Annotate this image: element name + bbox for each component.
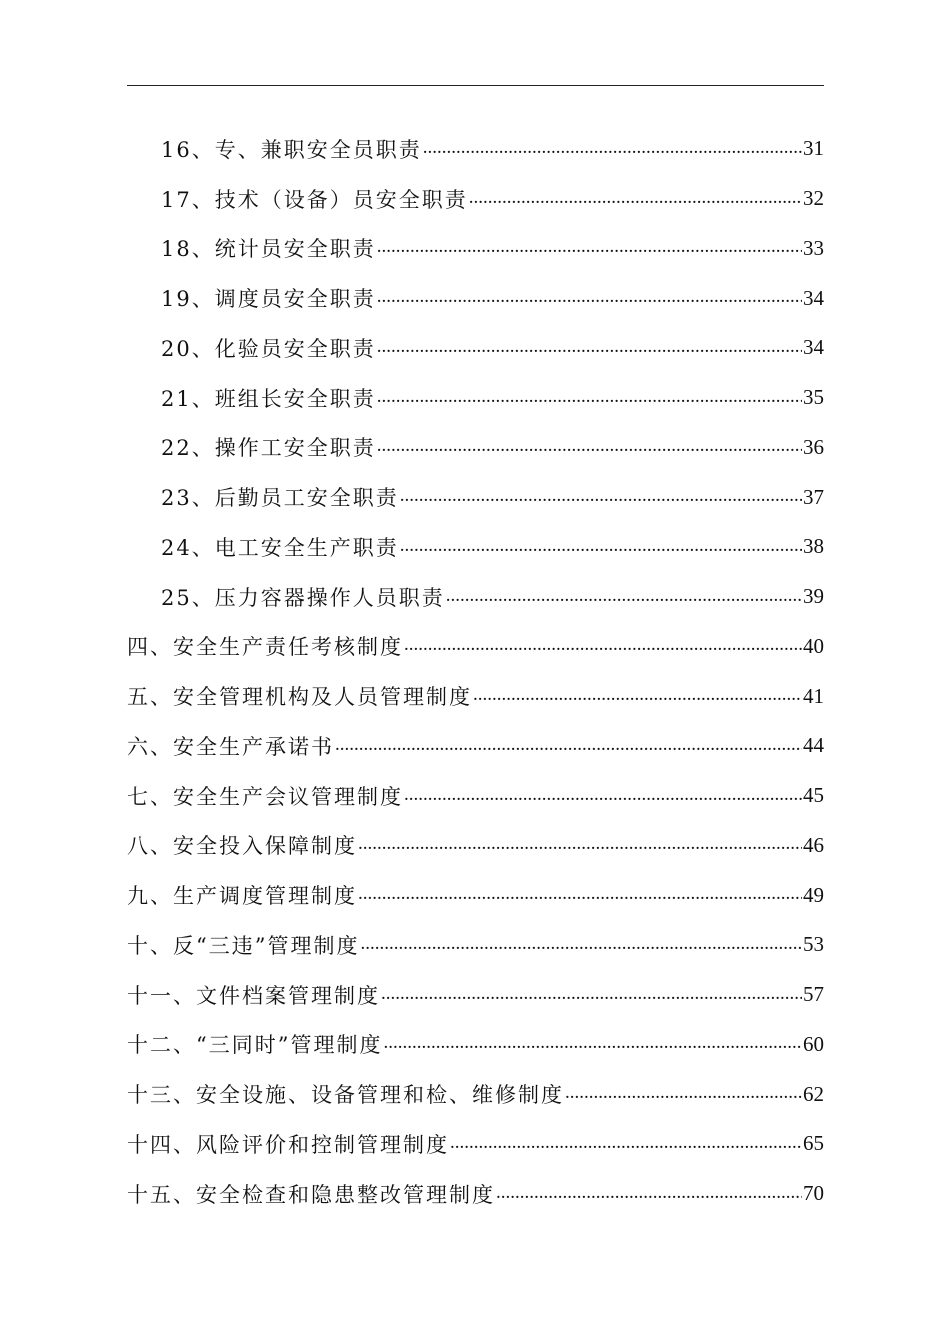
toc-dot-leader [358, 883, 802, 907]
toc-dot-leader [404, 634, 802, 658]
toc-entry[interactable] [127, 771, 824, 821]
toc-entry-title: 十三、安全设施、设备管理和检、维修制度 [127, 1083, 564, 1108]
toc-entry-page-number: 45 [803, 783, 824, 808]
toc-entry-title: 十、反“三违”管理制度 [127, 933, 360, 958]
toc-entry-page-number: 38 [803, 534, 824, 559]
toc-entry-page-number: 40 [803, 633, 824, 658]
toc-entry-page-number: 65 [803, 1131, 824, 1156]
toc-entry-page-number: 36 [803, 434, 824, 459]
toc-entry[interactable] [127, 522, 824, 572]
toc-entry-title: 十一、文件档案管理制度 [127, 983, 380, 1008]
table-of-contents [127, 124, 824, 1219]
toc-dot-leader [358, 833, 802, 857]
toc-entry-page-number: 60 [803, 1031, 824, 1056]
toc-dot-leader [377, 236, 802, 260]
toc-entry-title: 18、统计员安全职责 [161, 237, 376, 262]
toc-entry-title: 23、后勤员工安全职责 [161, 486, 399, 511]
toc-dot-leader [377, 286, 802, 310]
toc-entry[interactable] [127, 323, 824, 373]
toc-entry[interactable] [127, 821, 824, 871]
toc-entry-title: 九、生产调度管理制度 [127, 884, 357, 909]
toc-dot-leader [450, 1132, 802, 1156]
toc-dot-leader [565, 1082, 802, 1106]
header-rule [127, 85, 824, 86]
toc-entry-title: 17、技术（设备）员安全职责 [161, 187, 468, 212]
toc-dot-leader [446, 585, 802, 609]
toc-entry[interactable] [127, 671, 824, 721]
toc-entry[interactable] [127, 1169, 824, 1219]
toc-entry-page-number: 70 [803, 1181, 824, 1206]
toc-entry-page-number: 31 [803, 136, 824, 161]
toc-entry-page-number: 34 [803, 285, 824, 310]
toc-dot-leader [377, 336, 802, 360]
toc-dot-leader [381, 983, 802, 1007]
toc-dot-leader [423, 137, 802, 161]
toc-entry[interactable] [127, 373, 824, 423]
toc-entry-page-number: 35 [803, 385, 824, 410]
toc-entry-page-number: 37 [803, 484, 824, 509]
toc-entry-title: 十四、风险评价和控制管理制度 [127, 1132, 449, 1157]
toc-dot-leader [469, 187, 802, 211]
toc-entry[interactable] [127, 920, 824, 970]
toc-entry[interactable] [127, 423, 824, 473]
toc-entry-title: 五、安全管理机构及人员管理制度 [127, 685, 472, 710]
toc-entry-title: 四、安全生产责任考核制度 [127, 635, 403, 660]
toc-entry[interactable] [127, 622, 824, 672]
toc-entry-title: 24、电工安全生产职责 [161, 535, 399, 560]
toc-entry-page-number: 41 [803, 683, 824, 708]
toc-entry-page-number: 44 [803, 733, 824, 758]
toc-entry-page-number: 33 [803, 235, 824, 260]
toc-entry[interactable] [127, 721, 824, 771]
toc-dot-leader [377, 386, 802, 410]
toc-entry-title: 16、专、兼职安全员职责 [161, 137, 422, 162]
toc-entry-page-number: 62 [803, 1081, 824, 1106]
toc-entry-title: 19、调度员安全职责 [161, 287, 376, 312]
toc-entry[interactable] [127, 1119, 824, 1169]
toc-entry[interactable] [127, 1069, 824, 1119]
toc-entry-title: 25、压力容器操作人员职责 [161, 585, 445, 610]
toc-entry-title: 七、安全生产会议管理制度 [127, 784, 403, 809]
toc-entry[interactable] [127, 273, 824, 323]
toc-entry-title: 十二、“三同时”管理制度 [127, 1033, 383, 1058]
toc-entry-title: 十五、安全检查和隐患整改管理制度 [127, 1182, 495, 1207]
toc-entry-title: 20、化验员安全职责 [161, 336, 376, 361]
toc-dot-leader [496, 1182, 802, 1206]
toc-entry[interactable] [127, 124, 824, 174]
toc-entry-page-number: 53 [803, 932, 824, 957]
toc-dot-leader [404, 784, 802, 808]
toc-entry-page-number: 34 [803, 335, 824, 360]
toc-entry[interactable] [127, 472, 824, 522]
toc-dot-leader [335, 734, 802, 758]
toc-dot-leader [473, 684, 802, 708]
toc-entry[interactable] [127, 870, 824, 920]
toc-entry-page-number: 49 [803, 882, 824, 907]
toc-entry-title: 21、班组长安全职责 [161, 386, 376, 411]
toc-dot-leader [377, 435, 802, 459]
toc-dot-leader [360, 933, 802, 957]
toc-dot-leader [400, 485, 802, 509]
toc-entry-page-number: 32 [803, 186, 824, 211]
toc-dot-leader [383, 1032, 802, 1056]
toc-entry[interactable] [127, 224, 824, 274]
toc-entry-page-number: 57 [803, 982, 824, 1007]
toc-entry-page-number: 46 [803, 832, 824, 857]
toc-entry[interactable] [127, 174, 824, 224]
toc-entry[interactable] [127, 572, 824, 622]
toc-entry-title: 六、安全生产承诺书 [127, 734, 334, 759]
toc-entry[interactable] [127, 1020, 824, 1070]
toc-entry[interactable] [127, 970, 824, 1020]
toc-dot-leader [400, 535, 802, 559]
toc-entry-title: 22、操作工安全职责 [161, 436, 376, 461]
toc-entry-title: 八、安全投入保障制度 [127, 834, 357, 859]
toc-entry-page-number: 39 [803, 584, 824, 609]
